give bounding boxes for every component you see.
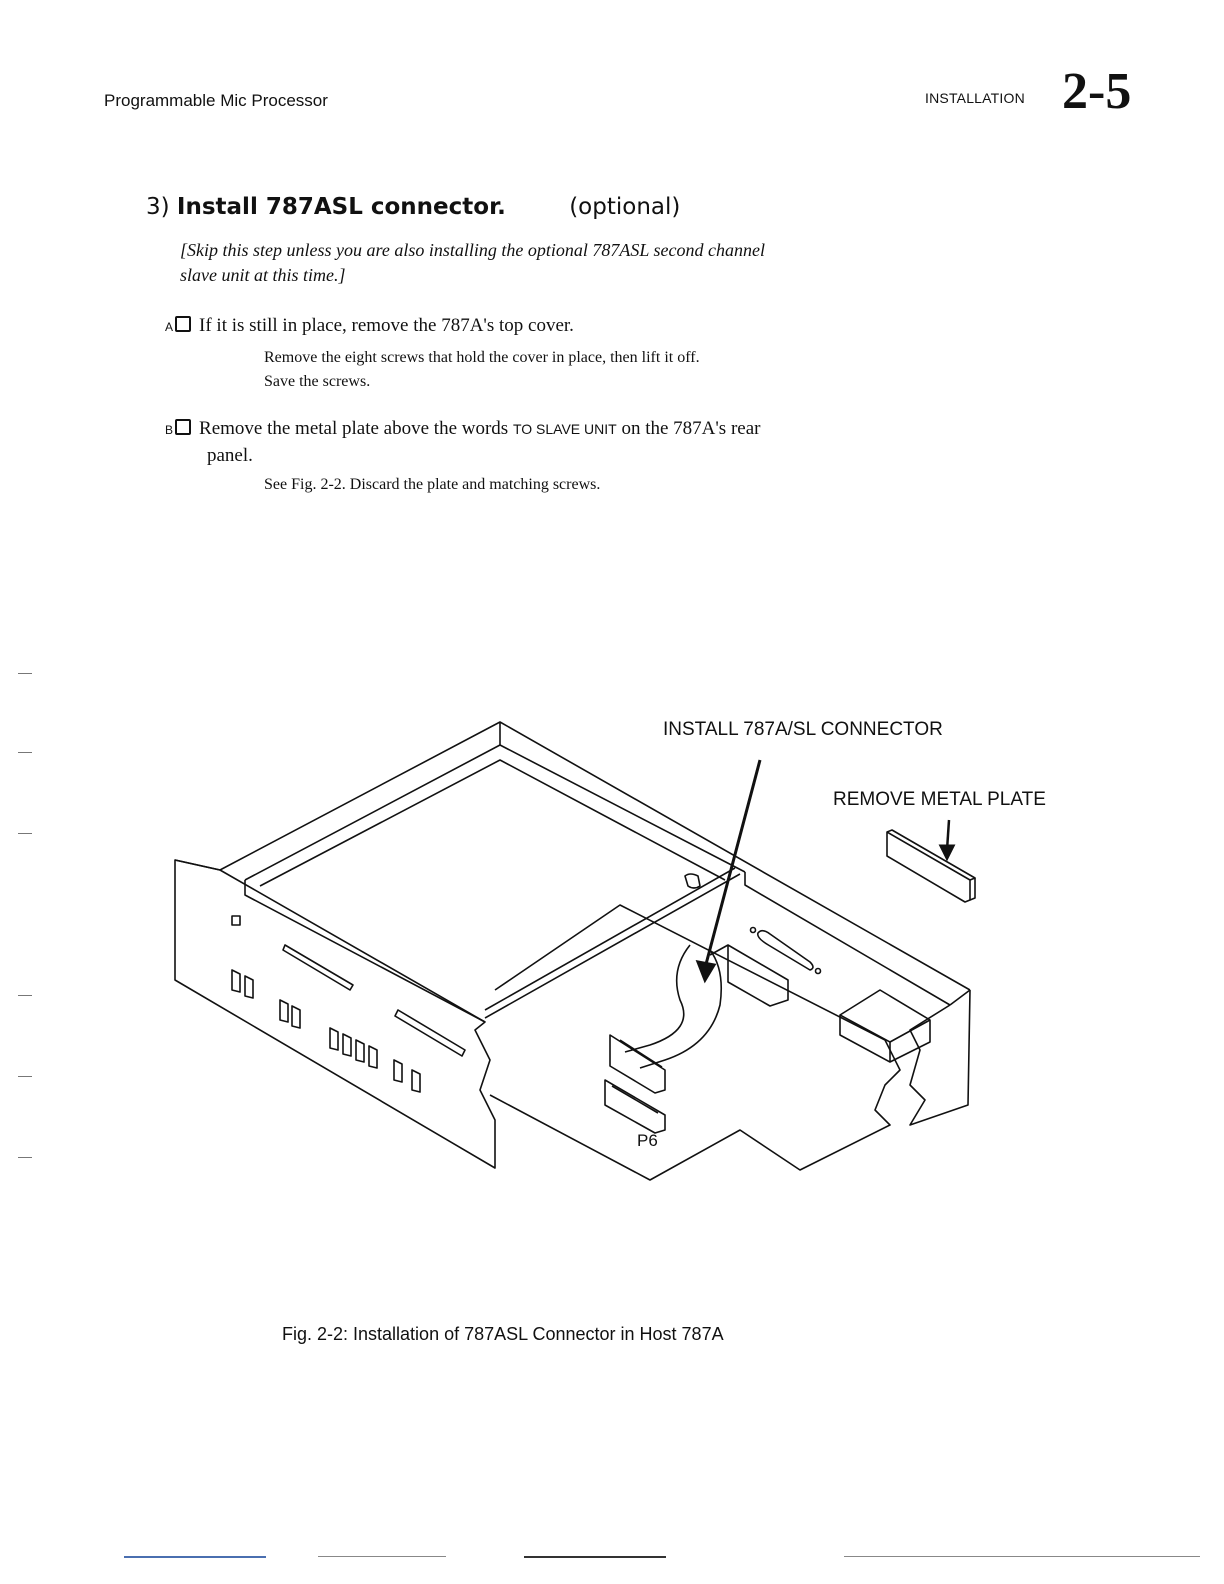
task-a-checkbox[interactable] bbox=[175, 316, 191, 332]
page-number: 2-5 bbox=[1062, 63, 1132, 120]
callout-remove-plate: REMOVE METAL PLATE bbox=[833, 789, 1046, 810]
front-slot-1 bbox=[283, 945, 353, 990]
margin-tick bbox=[18, 752, 32, 753]
callout-p6: P6 bbox=[637, 1131, 658, 1150]
task-b-text-before: Remove the metal plate above the words bbox=[199, 418, 509, 439]
task-a-detail-line2: Save the screws. bbox=[264, 373, 371, 390]
rear-panel bbox=[910, 990, 970, 1125]
step-note-line1: [Skip this step unless you are also installing the optional 787ASL second channel bbox=[180, 240, 765, 260]
margin-tick bbox=[18, 673, 32, 674]
task-b-text-cont: panel. bbox=[207, 445, 253, 466]
task-a-detail bbox=[264, 346, 700, 394]
chassis-illustration bbox=[150, 700, 1080, 1200]
ribbon-cable bbox=[625, 945, 690, 1052]
task-a-detail-line1: Remove the eight screws that hold the cover in place, then lift it off. bbox=[264, 349, 700, 366]
margin-tick bbox=[18, 995, 32, 996]
figure-caption: Fig. 2-2: Installation of 787ASL Connector in Host 787A bbox=[282, 1324, 724, 1344]
task-a bbox=[165, 313, 574, 340]
step-title: Install 787ASL connector. bbox=[176, 194, 506, 220]
callout-install-connector: INSTALL 787A/SL CONNECTOR bbox=[663, 719, 943, 740]
task-b-text-after: on the 787A's rear bbox=[621, 418, 761, 439]
step-note-line2: slave unit at this time.] bbox=[180, 265, 346, 285]
step-optional-label: (optional) bbox=[569, 194, 681, 220]
footer-rule bbox=[318, 1556, 446, 1557]
task-b-letter: B bbox=[165, 423, 174, 437]
step-note bbox=[180, 238, 920, 288]
task-a-letter: A bbox=[165, 320, 174, 334]
task-a-text: If it is still in place, remove the 787A's top cover. bbox=[199, 315, 574, 336]
task-b-smallcaps: TO SLAVE UNIT bbox=[512, 421, 617, 437]
section-label: INSTALLATION bbox=[925, 90, 1025, 106]
margin-tick bbox=[18, 1076, 32, 1077]
footer-rule bbox=[124, 1556, 266, 1558]
step-heading bbox=[146, 194, 680, 220]
footer-rule bbox=[524, 1556, 666, 1558]
front-panel bbox=[175, 860, 495, 1168]
margin-tick bbox=[18, 833, 32, 834]
task-b-detail: See Fig. 2-2. Discard the plate and matching screws. bbox=[264, 476, 601, 493]
circuit-board bbox=[490, 905, 900, 1180]
margin-tick bbox=[18, 1157, 32, 1158]
chassis-top-rim bbox=[220, 722, 970, 990]
running-head-title: Programmable Mic Processor bbox=[104, 91, 328, 110]
step-number: 3) bbox=[146, 194, 170, 220]
front-square bbox=[232, 916, 240, 925]
front-slot-2 bbox=[395, 1010, 465, 1056]
task-b bbox=[165, 416, 925, 469]
connector-arrow bbox=[705, 760, 760, 968]
chassis-inner-rim bbox=[245, 745, 745, 880]
task-b-checkbox[interactable] bbox=[175, 419, 191, 435]
footer-rule bbox=[844, 1556, 1200, 1557]
rear-slot bbox=[758, 931, 813, 970]
